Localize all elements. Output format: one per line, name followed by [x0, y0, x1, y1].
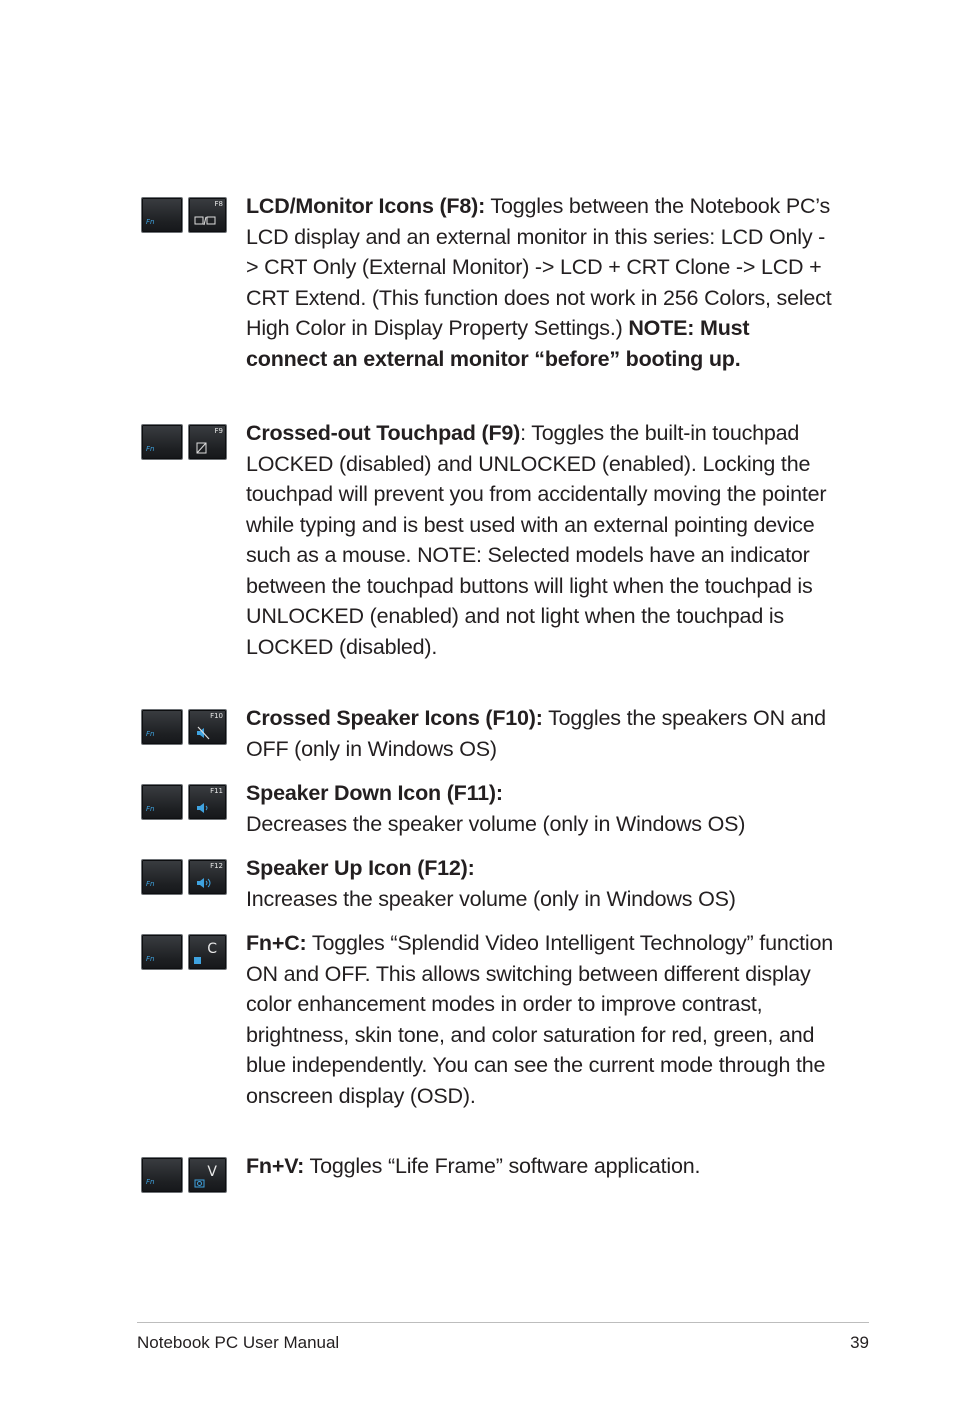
entry-text: [246, 703, 836, 764]
entry-title: Crossed-out Touchpad (F9): [246, 421, 521, 445]
key-combo-fn-f9: [140, 424, 232, 460]
key-combo-fn-f8: [140, 197, 232, 233]
lcd-monitor-icon: [194, 214, 216, 228]
key-combo-fn-v: [140, 1157, 232, 1193]
key-combo-fn-f10: [140, 709, 232, 745]
f8-key: F8: [188, 197, 227, 233]
entry-text: [246, 418, 836, 662]
entry-title: Fn+V:: [246, 1154, 305, 1178]
entry-title: LCD/Monitor Icons (F8):: [246, 194, 486, 218]
fn-key: Fn: [141, 1157, 183, 1193]
entry-text: [246, 778, 836, 839]
footer-divider: [137, 1322, 869, 1323]
entry-text: [246, 853, 836, 914]
key-combo-fn-c: [140, 934, 232, 970]
v-key: V: [188, 1157, 227, 1193]
f10-key: F10: [188, 709, 227, 745]
entry-body: Toggles “Life Frame” software application.: [304, 1154, 701, 1178]
speaker-up-icon: [194, 876, 216, 890]
fn-key: Fn: [141, 934, 183, 970]
entry-body: Decreases the speaker volume (only in Windows OS): [246, 811, 746, 836]
f12-key: F12: [188, 859, 227, 895]
fn-key: Fn: [141, 197, 183, 233]
entry-body: Toggles the speakers ON and OFF (only in Windows OS): [246, 706, 826, 761]
entry-text: [246, 191, 836, 374]
fn-key: Fn: [141, 859, 183, 895]
fn-key: Fn: [141, 424, 183, 460]
speaker-down-icon: [194, 801, 216, 815]
entry-title: Crossed Speaker Icons (F10):: [246, 706, 543, 730]
speaker-mute-icon: [194, 726, 216, 740]
page-number: 39: [850, 1333, 869, 1352]
key-combo-fn-f11: [140, 784, 232, 820]
entry-body: Toggles between the Notebook PC’s LCD display and an external monitor in this series: LCD Only -> CRT Only (External Monitor) -> LCD + CRT Clone -> LCD + CRT Extend. (This function does not work in 256 Colors, select High Color in Display Property Settings.): [246, 194, 832, 340]
fn-key: Fn: [141, 784, 183, 820]
entry-text: [246, 1151, 836, 1182]
entry-text: [246, 928, 836, 1111]
entry-note: NOTE: Must connect an external monitor “before” booting up.: [246, 316, 750, 371]
entry-title: Speaker Down Icon (F11):: [246, 781, 503, 805]
c-key: C: [188, 934, 227, 970]
entry-body: : Toggles the built-in touchpad LOCKED (disabled) and UNLOCKED (enabled). Locking the touchpad will prevent you from accidentally moving the pointer while typing and is best used with an external pointing device such as a mouse. NOTE: Selected models have an indicator between the touchpad buttons will light when the touchpad is UNLOCKED (enabled) and not light when the touchpad is LOCKED (disabled).: [246, 421, 827, 659]
entry-title: Speaker Up Icon (F12):: [246, 856, 475, 880]
f9-key: F9: [188, 424, 227, 460]
camera-icon: [194, 1174, 216, 1188]
fn-key: Fn: [141, 709, 183, 745]
entry-body: Increases the speaker volume (only in Windows OS): [246, 886, 736, 911]
key-combo-fn-f12: [140, 859, 232, 895]
splendid-icon: [194, 951, 216, 965]
entry-body: Toggles “Splendid Video Intelligent Technology” function ON and OFF. This allows switching between different display color enhancement modes in order to improve contrast, brightness, skin tone, and color saturation for red, green, and blue independently. You can see the current mode through the onscreen display (OSD).: [246, 931, 833, 1108]
footer-title: Notebook PC User Manual: [137, 1333, 340, 1352]
entry-title: Fn+C:: [246, 931, 307, 955]
f11-key: F11: [188, 784, 227, 820]
crossed-touchpad-icon: [194, 441, 216, 455]
